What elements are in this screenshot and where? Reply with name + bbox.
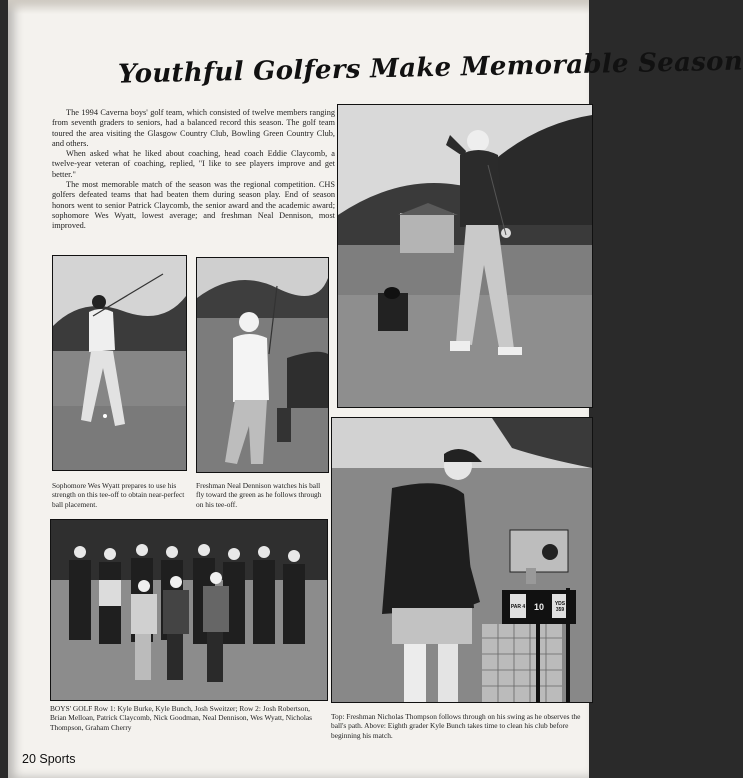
photo-thompson-swing [337, 104, 593, 408]
article-paragraph: When asked what he liked about coaching, head coach Eddie Claycomb, a twelve-year veteran of coaching, replied, "I like to see players improve and get better." [52, 149, 335, 179]
ball-washer-sign [502, 590, 576, 624]
ball-washer-par: PAR 4 [510, 604, 526, 610]
photo-wes-wyatt [52, 255, 187, 471]
yearbook-page [8, 0, 743, 778]
photo-kyle-bunch [331, 417, 593, 703]
caption-neal-dennison: Freshman Neal Dennison watches his ball fly toward the green as he follows through on his tee-off. [196, 481, 322, 509]
photo-team [50, 519, 328, 701]
page-title: Youthful Golfers Make Memorable Season [117, 46, 743, 90]
caption-wes-wyatt: Sophomore Wes Wyatt prepares to use his strength on this tee-off to obtain near-perfect ball placement. [52, 481, 185, 509]
article-paragraph: The 1994 Caverna boys' golf team, which consisted of twelve members ranging from seventh graders to seniors, had a balanced record this season. The golf team toured the area visiting the Glasgow Country Club, Bowling Green Country Club, and others. [52, 108, 335, 148]
caption-team: BOYS' GOLF Row 1: Kyle Burke, Kyle Bunch, Josh Sweitzer; Row 2: Josh Robertson, Brian Melloan, Patrick Claycomb, Nick Goodman, Neal Dennison, Wes Wyatt, Nicholas Thompson, Graham Cherry [50, 704, 313, 732]
page-folio: 20 Sports [22, 752, 76, 766]
ball-washer-yards: YDS 359 [554, 601, 566, 613]
ball-washer-hole: 10 [533, 602, 544, 612]
article-body [52, 108, 335, 232]
photo-neal-dennison [196, 257, 329, 473]
article-paragraph: The most memorable match of the season was the regional competition. CHS golfers defeated teams that had beaten them during season play. End of season honors went to senior Patrick Claycomb, the senior award and the academic award; sophomore Wes Wyatt, lowest average; and freshman Neal Dennison, most improved. [52, 180, 335, 231]
caption-right-photos: Top: Freshman Nicholas Thompson follows through on his swing as he observes the ball's path. Above: Eighth grader Kyle Bunch takes time to clean his club before beginning his match. [331, 712, 581, 740]
